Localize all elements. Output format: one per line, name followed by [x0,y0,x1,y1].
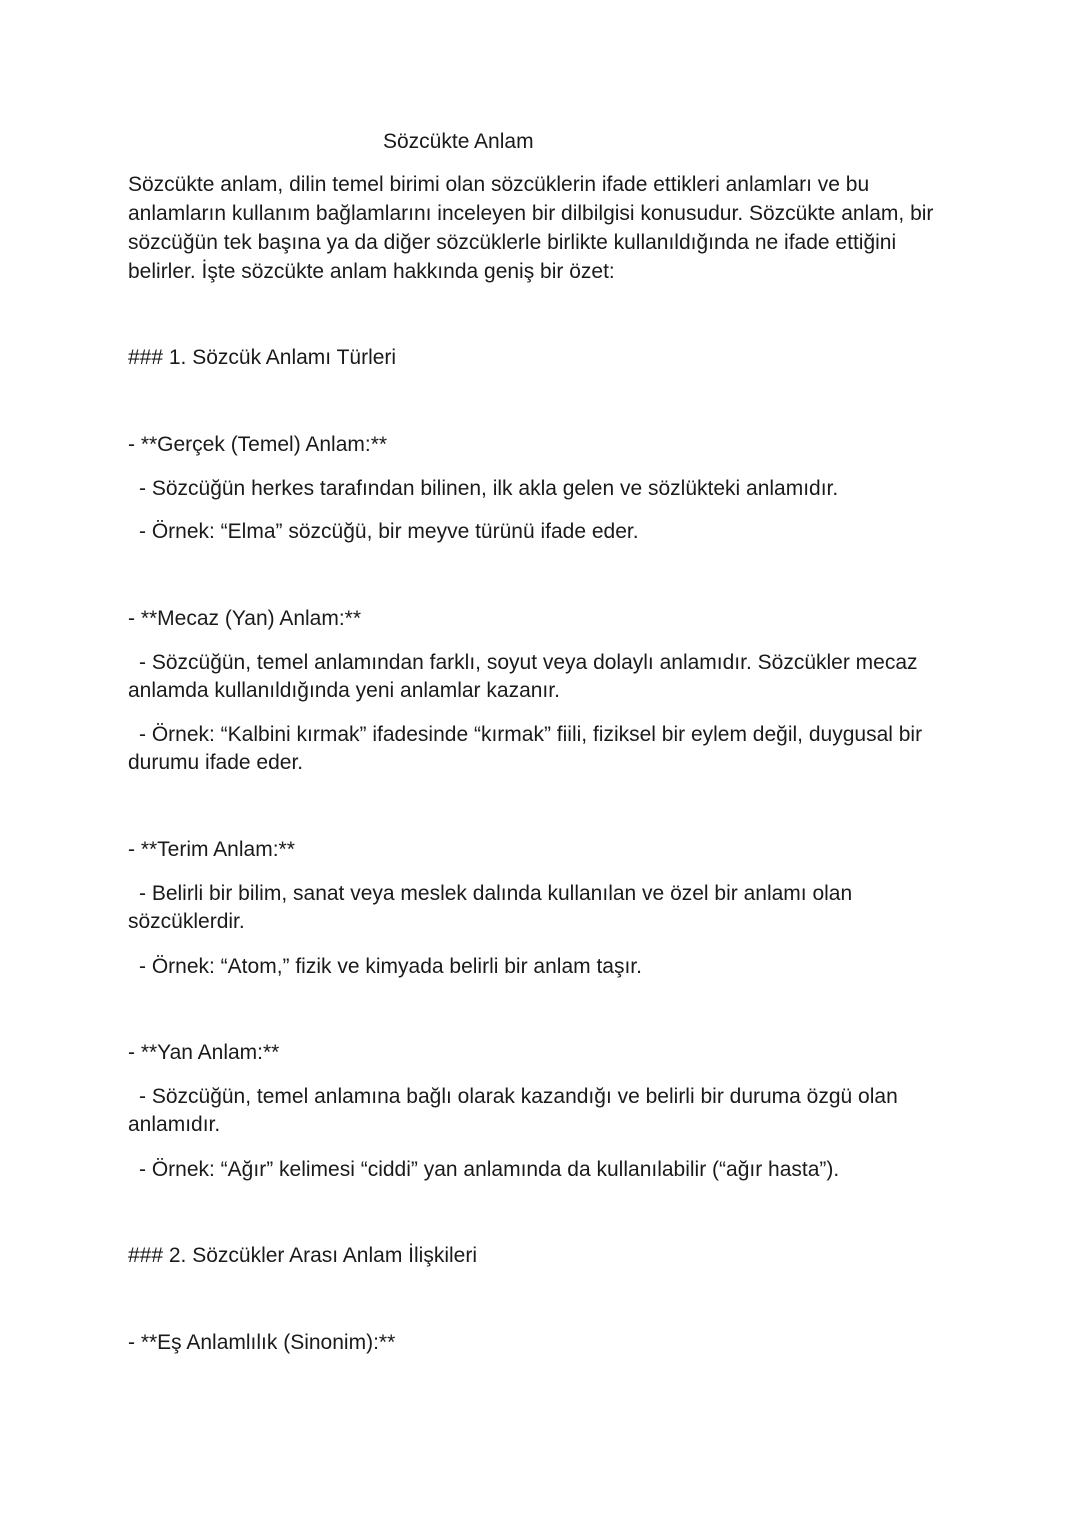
item-es-anlamlilik-heading: - **Eş Anlamlılık (Sinonim):** [128,1331,396,1354]
item-mecaz-anlam-definition: - Sözcüğün, temel anlamından farklı, soyut veya dolaylı anlamıdır. Sözcükler mecaz anlamda kullanıldığında yeni anlamlar kazanır. [128,651,918,702]
item-terim-anlam-heading: - **Terim Anlam:** [128,838,295,861]
item-mecaz-anlam-heading: - **Mecaz (Yan) Anlam:** [128,607,362,630]
item-mecaz-anlam-example: - Örnek: “Kalbini kırmak” ifadesinde “kırmak” fiili, fiziksel bir eylem değil, duygusal bir durumu ifade eder. [128,723,923,774]
item-terim-anlam-definition: - Belirli bir bilim, sanat veya meslek dalında kullanılan ve özel bir anlamı olan sözcüklerdir. [128,882,853,933]
section-2-heading: ### 2. Sözcükler Arası Anlam İlişkileri [128,1244,477,1267]
item-terim-anlam-example: - Örnek: “Atom,” fizik ve kimyada belirli bir anlam taşır. [139,955,642,978]
item-gercek-anlam-example: - Örnek: “Elma” sözcüğü, bir meyve türünü ifade eder. [139,520,639,543]
section-1-heading: ### 1. Sözcük Anlamı Türleri [128,346,397,369]
item-yan-anlam-example: - Örnek: “Ağır” kelimesi “ciddi” yan anlamında da kullanılabilir (“ağır hasta”). [139,1158,840,1181]
intro-paragraph: Sözcükte anlam, dilin temel birimi olan sözcüklerin ifade ettikleri anlamları ve bu anlamların kullanım bağlamlarını inceleyen bir dilbilgisi konusudur. Sözcükte anlam, bir sözcüğün tek başına ya da diğer sözcüklerle birlikte kullanıldığında ne ifade ettiğini belirler. İşte sözcükte anlam hakkında geniş bir özet: [128,173,934,283]
item-gercek-anlam-definition: - Sözcüğün herkes tarafından bilinen, ilk akla gelen ve sözlükteki anlamıdır. [139,477,839,500]
item-yan-anlam-definition: - Sözcüğün, temel anlamına bağlı olarak kazandığı ve belirli bir duruma özgü olan anlamıdır. [128,1085,898,1136]
item-yan-anlam-heading: - **Yan Anlam:** [128,1041,280,1064]
document-title: Sözcükte Anlam [383,130,534,153]
item-gercek-anlam-heading: - **Gerçek (Temel) Anlam:** [128,433,388,456]
